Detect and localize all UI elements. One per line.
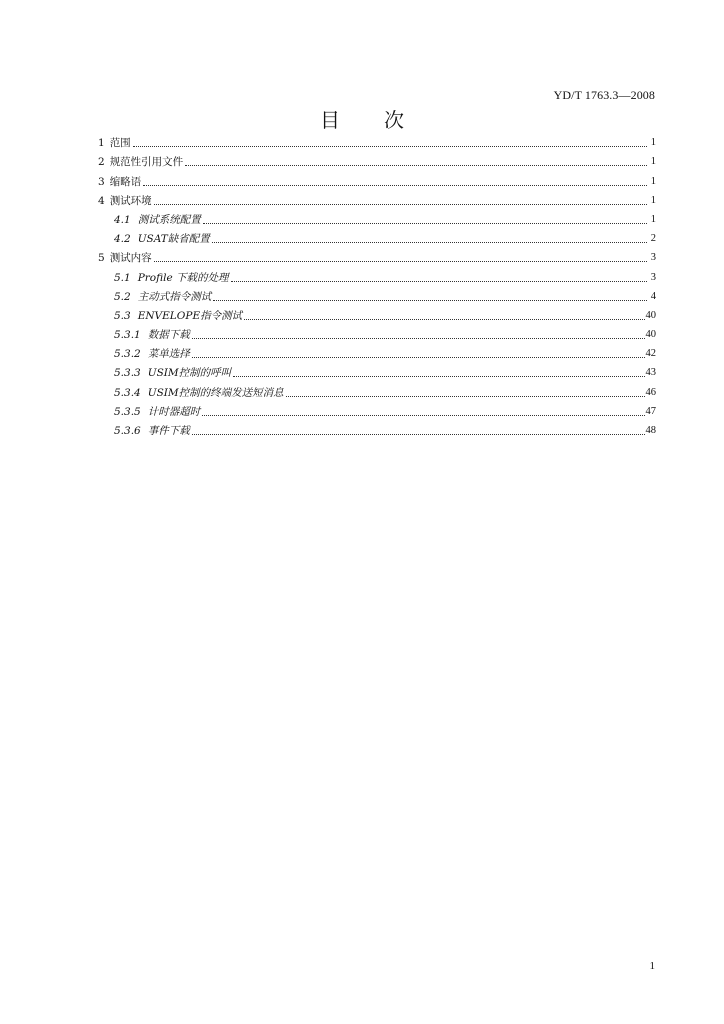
toc-number: 1 bbox=[98, 137, 105, 150]
toc-entry-text bbox=[98, 156, 184, 168]
toc-number: 5.3.6 bbox=[114, 425, 141, 437]
dot-leader bbox=[133, 146, 647, 147]
toc-entry-text bbox=[114, 348, 191, 360]
toc-page-number: 3 bbox=[650, 252, 656, 264]
toc-entry[interactable] bbox=[98, 207, 656, 226]
toc-page-number: 4 bbox=[650, 290, 656, 302]
toc-page-number: 1 bbox=[650, 194, 656, 206]
toc-entry[interactable] bbox=[98, 418, 656, 437]
dot-leader bbox=[233, 376, 644, 377]
toc-entry[interactable] bbox=[98, 168, 656, 187]
dot-leader bbox=[154, 204, 647, 205]
dot-leader bbox=[154, 261, 647, 262]
dot-leader bbox=[192, 338, 645, 339]
dot-leader bbox=[185, 165, 647, 166]
toc-page-number: 40 bbox=[645, 329, 656, 341]
toc-number: 4 bbox=[98, 194, 105, 207]
toc-number: 4.2 bbox=[114, 233, 131, 246]
toc-page-number: 46 bbox=[645, 386, 656, 398]
toc-number: 2 bbox=[98, 156, 105, 169]
document-id: YD/T 1763.3—2008 bbox=[553, 88, 655, 102]
toc-number: 5.3.5 bbox=[114, 405, 141, 418]
toc-entry-text bbox=[114, 233, 211, 245]
toc-label: 测试系统配置 bbox=[137, 213, 201, 226]
toc-page-number: 40 bbox=[645, 309, 656, 321]
toc-label: 测试环境 bbox=[109, 194, 152, 207]
toc-number: 5.3.2 bbox=[114, 348, 141, 361]
toc-label: ENVELOPE指令测试 bbox=[137, 309, 243, 322]
toc-number: 5.2 bbox=[114, 290, 131, 303]
toc-entry[interactable] bbox=[98, 322, 656, 341]
toc-label: 计时器超时 bbox=[147, 405, 201, 418]
toc-entry-text bbox=[114, 367, 232, 379]
toc-number: 5.3.1 bbox=[114, 329, 141, 342]
dot-leader bbox=[192, 434, 645, 435]
toc-entry-text bbox=[98, 195, 153, 207]
toc-label: Profile 下载的处理 bbox=[137, 271, 229, 284]
toc-label: 事件下载 bbox=[147, 425, 190, 437]
toc-page-number: 3 bbox=[650, 271, 656, 283]
toc-page-number: 1 bbox=[650, 137, 656, 149]
page-title bbox=[0, 104, 724, 133]
toc-label: 测试内容 bbox=[109, 252, 152, 265]
toc-entry-text bbox=[98, 252, 153, 264]
toc-number: 5 bbox=[98, 252, 105, 265]
toc-entry[interactable] bbox=[98, 360, 656, 379]
toc-label: 数据下载 bbox=[147, 329, 190, 342]
table-of-contents bbox=[98, 130, 656, 437]
toc-label: 菜单选择 bbox=[147, 348, 190, 361]
title-char-2: 次 bbox=[384, 108, 404, 132]
toc-entry[interactable] bbox=[98, 226, 656, 245]
toc-page-number: 43 bbox=[645, 367, 656, 379]
toc-number: 3 bbox=[98, 175, 105, 188]
toc-page-number: 42 bbox=[645, 348, 656, 360]
toc-label: USAT缺省配置 bbox=[137, 233, 210, 246]
dot-leader bbox=[231, 281, 647, 282]
toc-entry-text bbox=[114, 406, 201, 418]
toc-entry[interactable] bbox=[98, 149, 656, 168]
toc-page-number: 48 bbox=[645, 425, 656, 436]
dot-leader bbox=[213, 300, 647, 301]
toc-label: 主动式指令测试 bbox=[137, 290, 212, 303]
toc-page-number: 1 bbox=[650, 213, 656, 225]
dot-leader bbox=[244, 319, 644, 320]
toc-entry-text bbox=[114, 291, 212, 303]
toc-entry-text bbox=[114, 387, 285, 399]
toc-page-number: 2 bbox=[650, 233, 656, 245]
dot-leader bbox=[192, 357, 645, 358]
toc-entry-text bbox=[114, 214, 202, 226]
toc-entry[interactable] bbox=[98, 284, 656, 303]
toc-label: USIM控制的呼叫 bbox=[147, 367, 232, 380]
toc-entry-text bbox=[98, 176, 142, 188]
title-char-1: 目 bbox=[320, 108, 340, 132]
toc-entry[interactable] bbox=[98, 264, 656, 283]
toc-number: 4.1 bbox=[114, 213, 131, 226]
toc-label: 范围 bbox=[109, 137, 131, 150]
toc-entry[interactable] bbox=[98, 303, 656, 322]
toc-number: 5.3 bbox=[114, 309, 131, 322]
toc-entry[interactable] bbox=[98, 245, 656, 264]
toc-number: 5.3.4 bbox=[114, 386, 141, 399]
toc-entry-text bbox=[114, 329, 191, 341]
toc-number: 5.1 bbox=[114, 271, 131, 284]
toc-page-number: 47 bbox=[645, 405, 656, 417]
dot-leader bbox=[143, 185, 647, 186]
dot-leader bbox=[202, 415, 644, 416]
toc-entry-text bbox=[114, 272, 230, 284]
toc-page-number: 1 bbox=[650, 156, 656, 168]
dot-leader bbox=[212, 242, 647, 243]
toc-entry[interactable] bbox=[98, 379, 656, 398]
toc-entry[interactable] bbox=[98, 188, 656, 207]
toc-entry-text bbox=[98, 137, 132, 149]
footer-page-number: 1 bbox=[649, 960, 655, 972]
dot-leader bbox=[286, 396, 645, 397]
toc-page-number: 1 bbox=[650, 175, 656, 187]
toc-number: 5.3.3 bbox=[114, 367, 141, 380]
toc-entry-text bbox=[114, 425, 191, 437]
toc-entry[interactable] bbox=[98, 341, 656, 360]
toc-entry[interactable] bbox=[98, 399, 656, 418]
toc-entry-text bbox=[114, 310, 243, 322]
toc-label: 缩略语 bbox=[109, 175, 142, 188]
toc-label: 规范性引用文件 bbox=[109, 156, 184, 169]
toc-label: USIM控制的终端发送短消息 bbox=[147, 386, 284, 399]
toc-entry[interactable] bbox=[98, 130, 656, 149]
dot-leader bbox=[203, 223, 647, 224]
